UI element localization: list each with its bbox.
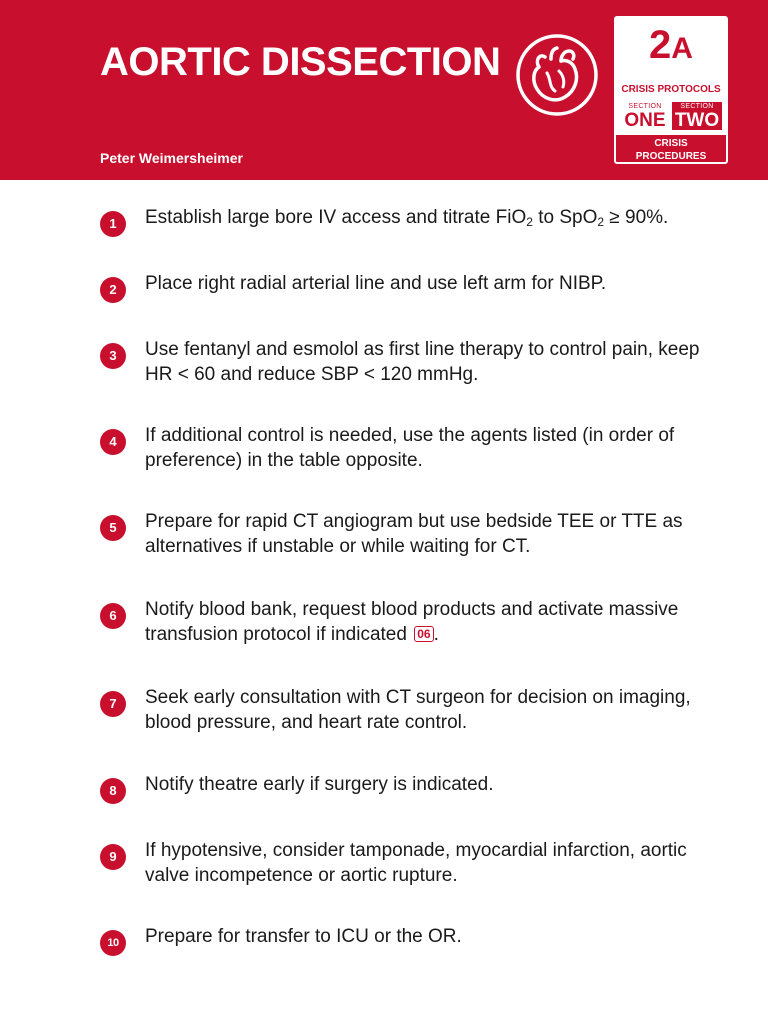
section-selector: [620, 102, 722, 130]
step-text: Establish large bore IV access and titrate FiO$_2$ to SpO$_2$ ≥ 90%.: [145, 207, 669, 229]
step-text: Place right radial arterial line and use left arm for NIBP.: [145, 273, 607, 294]
protocol-badge: [614, 16, 728, 164]
section-one: SECTION ONE: [624, 103, 666, 131]
step-number: 10: [100, 930, 126, 956]
step-text: Seek early consultation with CT surgeon for decision on imaging, blood pressure, and heart rate control.: [145, 687, 691, 733]
step-number: 5: [100, 515, 126, 541]
step-number: 6: [100, 603, 126, 629]
crisis-procedures-label: CRISIS PROCEDURES: [616, 135, 726, 164]
list-item: [100, 685, 720, 772]
step-number: 3: [100, 343, 126, 369]
page-title: AORTIC DISSECTION: [100, 40, 501, 84]
step-text: If hypotensive, consider tamponade, myocardial infarction, aortic valve incompetence or aortic rupture.: [145, 840, 687, 886]
step-number: 8: [100, 778, 126, 804]
step-text: Use fentanyl and esmolol as first line therapy to control pain, keep HR < 60 and reduce SBP < 120 mmHg.: [145, 339, 700, 385]
protocols-label: CRISIS PROTOCOLS: [621, 84, 721, 95]
list-item: [100, 509, 720, 597]
list-item: [100, 924, 720, 964]
step-text: If additional control is needed, use the agents listed (in order of preference) in the table opposite.: [145, 425, 675, 471]
list-item: [100, 271, 720, 337]
list-item: [100, 838, 720, 924]
section-two: SECTION TWO: [672, 102, 722, 130]
list-item: [100, 597, 720, 685]
step-text: Prepare for rapid CT angiogram but use bedside TEE or TTE as alternatives if unstable or while waiting for CT.: [145, 511, 683, 557]
protocol-reference-link[interactable]: 06: [414, 626, 433, 642]
step-text: Notify blood bank, request blood products and activate massive transfusion protocol if indicated 06 .: [145, 599, 679, 645]
author-name: Peter Weimersheimer: [100, 150, 243, 166]
steps-list: [100, 205, 720, 964]
protocol-code: 2A: [649, 23, 693, 67]
step-number: 4: [100, 429, 126, 455]
list-item: [100, 772, 720, 838]
step-text: Notify theatre early if surgery is indicated.: [145, 774, 494, 795]
step-number: 9: [100, 844, 126, 870]
list-item: [100, 423, 720, 509]
heart-icon: [515, 33, 599, 117]
header-banner: [0, 0, 768, 180]
step-number: 2: [100, 277, 126, 303]
step-text: Prepare for transfer to ICU or the OR.: [145, 926, 462, 947]
step-number: 7: [100, 691, 126, 717]
step-number: 1: [100, 211, 126, 237]
list-item: [100, 337, 720, 423]
list-item: [100, 205, 720, 271]
